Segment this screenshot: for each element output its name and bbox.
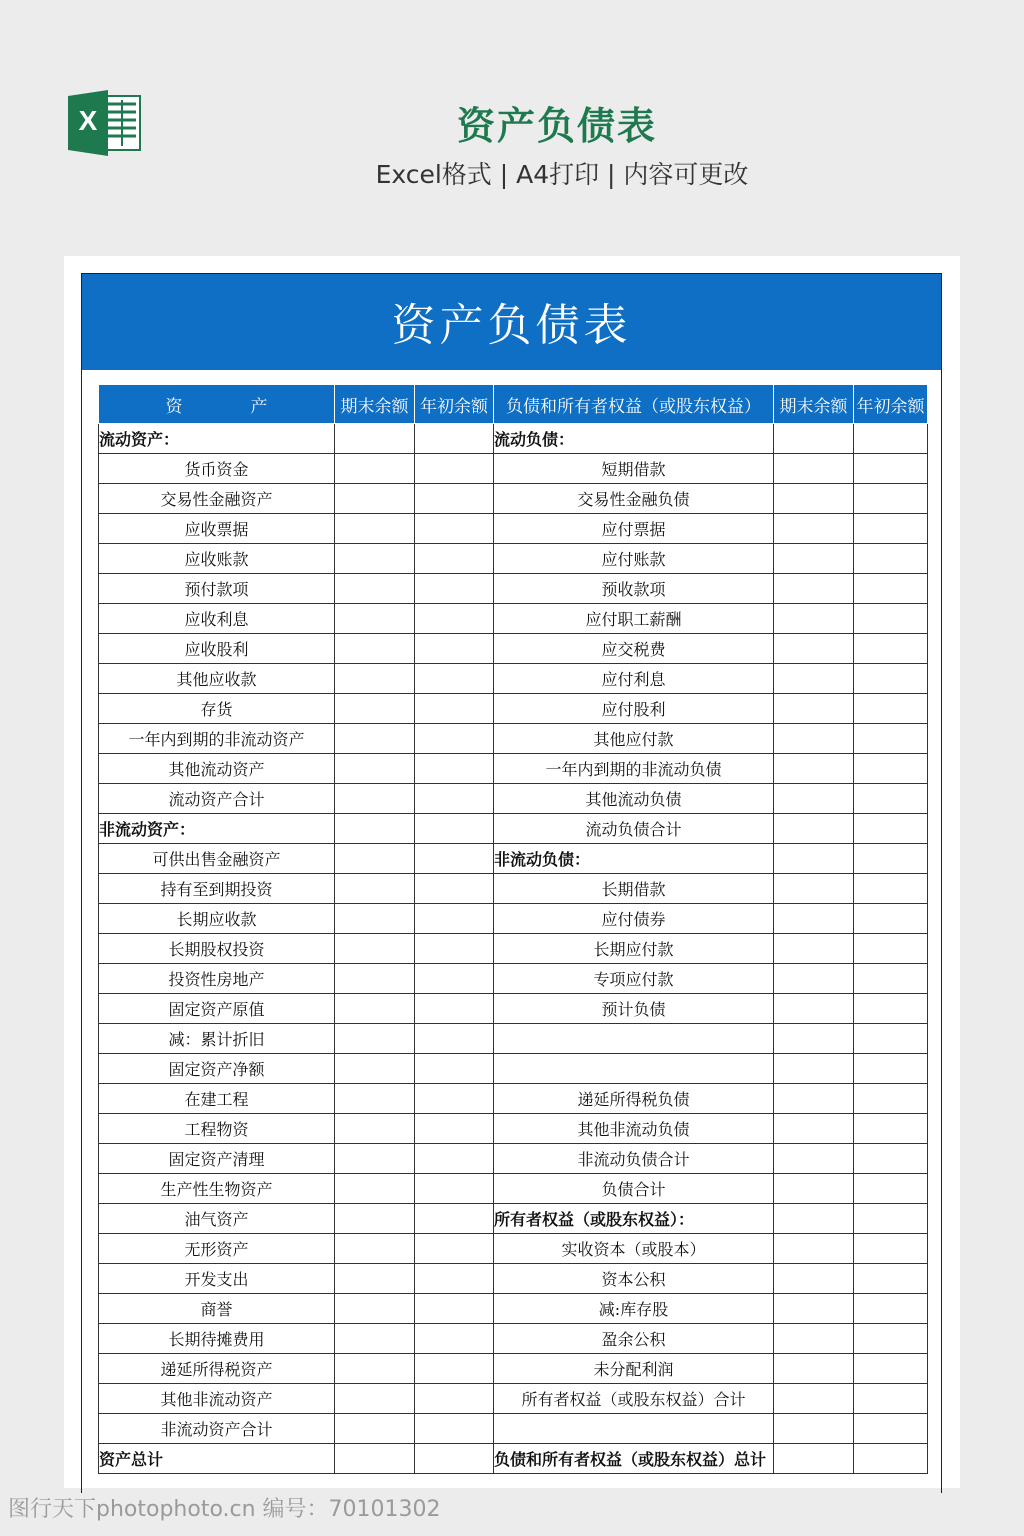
liability-label-cell: 应付股利 — [494, 694, 774, 724]
asset-label-cell: 货币资金 — [99, 454, 335, 484]
liability-begin-balance-cell[interactable] — [854, 1234, 928, 1264]
asset-begin-balance-cell[interactable] — [415, 514, 494, 544]
liability-begin-balance-cell[interactable] — [854, 1114, 928, 1144]
asset-label-cell: 非流动资产： — [99, 814, 335, 844]
asset-begin-balance-cell[interactable] — [415, 1444, 494, 1474]
header-assets: 资 产 — [99, 385, 335, 424]
liability-label-cell: 其他非流动负债 — [494, 1114, 774, 1144]
asset-begin-balance-cell[interactable] — [415, 934, 494, 964]
asset-begin-balance-cell[interactable] — [415, 664, 494, 694]
svg-text:X: X — [78, 105, 98, 136]
asset-label-cell: 一年内到期的非流动资产 — [99, 724, 335, 754]
asset-label-cell: 应收利息 — [99, 604, 335, 634]
liability-label-cell: 非流动负债： — [494, 844, 774, 874]
liability-end-balance-cell[interactable] — [774, 1054, 854, 1084]
liability-label-cell — [494, 1414, 774, 1444]
asset-label-cell: 长期待摊费用 — [99, 1324, 335, 1354]
asset-label-cell: 预付款项 — [99, 574, 335, 604]
liability-label-cell: 盈余公积 — [494, 1324, 774, 1354]
liability-begin-balance-cell[interactable] — [854, 544, 928, 574]
liability-begin-balance-cell[interactable] — [854, 724, 928, 754]
liability-label-cell: 负债和所有者权益（或股东权益）总计 — [494, 1444, 774, 1474]
asset-begin-balance-cell[interactable] — [415, 754, 494, 784]
liability-end-balance-cell[interactable] — [774, 574, 854, 604]
header-begin-balance: 年初余额 — [854, 385, 928, 424]
liability-begin-balance-cell[interactable] — [854, 904, 928, 934]
table-row — [99, 964, 928, 994]
asset-begin-balance-cell[interactable] — [415, 1144, 494, 1174]
table-row — [99, 754, 928, 784]
liability-label-cell: 应付账款 — [494, 544, 774, 574]
liability-label-cell: 短期借款 — [494, 454, 774, 484]
liability-label-cell: 实收资本（或股本） — [494, 1234, 774, 1264]
asset-begin-balance-cell[interactable] — [415, 1084, 494, 1114]
liability-begin-balance-cell[interactable] — [854, 484, 928, 514]
liability-begin-balance-cell[interactable] — [854, 1024, 928, 1054]
asset-end-balance-cell[interactable] — [335, 814, 415, 844]
liability-label-cell: 非流动负债合计 — [494, 1144, 774, 1174]
asset-label-cell: 非流动资产合计 — [99, 1414, 335, 1444]
asset-label-cell: 长期股权投资 — [99, 934, 335, 964]
asset-begin-balance-cell[interactable] — [415, 1174, 494, 1204]
asset-label-cell: 长期应收款 — [99, 904, 335, 934]
asset-begin-balance-cell[interactable] — [415, 1384, 494, 1414]
liability-begin-balance-cell[interactable] — [854, 1324, 928, 1354]
table-row — [99, 1024, 928, 1054]
asset-end-balance-cell[interactable] — [335, 1204, 415, 1234]
asset-label-cell: 其他非流动资产 — [99, 1384, 335, 1414]
asset-end-balance-cell[interactable] — [335, 1084, 415, 1114]
liability-begin-balance-cell[interactable] — [854, 574, 928, 604]
header-liabilities-equity: 负债和所有者权益（或股东权益） — [494, 385, 774, 424]
asset-end-balance-cell[interactable] — [335, 514, 415, 544]
asset-label-cell: 油气资产 — [99, 1204, 335, 1234]
liability-end-balance-cell[interactable] — [774, 994, 854, 1024]
liability-label-cell: 长期借款 — [494, 874, 774, 904]
header-end-balance: 期末余额 — [335, 385, 415, 424]
table-row — [99, 994, 928, 1024]
asset-begin-balance-cell[interactable] — [415, 574, 494, 604]
table-row — [99, 934, 928, 964]
asset-begin-balance-cell[interactable] — [415, 1234, 494, 1264]
asset-end-balance-cell[interactable] — [335, 424, 415, 454]
liability-end-balance-cell[interactable] — [774, 1264, 854, 1294]
liability-end-balance-cell[interactable] — [774, 1114, 854, 1144]
asset-begin-balance-cell[interactable] — [415, 964, 494, 994]
liability-label-cell: 所有者权益（或股东权益）： — [494, 1204, 774, 1234]
liability-begin-balance-cell[interactable] — [854, 1444, 928, 1474]
table-row — [99, 454, 928, 484]
liability-end-balance-cell[interactable] — [774, 934, 854, 964]
table-row — [99, 874, 928, 904]
liability-label-cell: 专项应付款 — [494, 964, 774, 994]
liability-label-cell: 应付债券 — [494, 904, 774, 934]
asset-end-balance-cell[interactable] — [335, 904, 415, 934]
liability-begin-balance-cell[interactable] — [854, 694, 928, 724]
liability-end-balance-cell[interactable] — [774, 724, 854, 754]
asset-begin-balance-cell[interactable] — [415, 694, 494, 724]
table-row — [99, 1294, 928, 1324]
asset-begin-balance-cell[interactable] — [415, 604, 494, 634]
asset-begin-balance-cell[interactable] — [415, 814, 494, 844]
asset-end-balance-cell[interactable] — [335, 964, 415, 994]
liability-end-balance-cell[interactable] — [774, 694, 854, 724]
asset-label-cell: 持有至到期投资 — [99, 874, 335, 904]
liability-end-balance-cell[interactable] — [774, 454, 854, 484]
liability-begin-balance-cell[interactable] — [854, 514, 928, 544]
table-row — [99, 424, 928, 454]
asset-end-balance-cell[interactable] — [335, 634, 415, 664]
asset-end-balance-cell[interactable] — [335, 1354, 415, 1384]
liability-label-cell: 应交税费 — [494, 634, 774, 664]
asset-label-cell: 商誉 — [99, 1294, 335, 1324]
liability-end-balance-cell[interactable] — [774, 544, 854, 574]
asset-label-cell: 固定资产原值 — [99, 994, 335, 1024]
liability-label-cell: 应付票据 — [494, 514, 774, 544]
liability-end-balance-cell[interactable] — [774, 1084, 854, 1114]
liability-begin-balance-cell[interactable] — [854, 964, 928, 994]
table-row — [99, 904, 928, 934]
liability-begin-balance-cell[interactable] — [854, 664, 928, 694]
table-row — [99, 1204, 928, 1234]
liability-label-cell — [494, 1024, 774, 1054]
asset-label-cell: 其他应收款 — [99, 664, 335, 694]
table-row — [99, 1084, 928, 1114]
asset-end-balance-cell[interactable] — [335, 1024, 415, 1054]
liability-end-balance-cell[interactable] — [774, 784, 854, 814]
asset-end-balance-cell[interactable] — [335, 994, 415, 1024]
table-row — [99, 1174, 928, 1204]
liability-label-cell: 一年内到期的非流动负债 — [494, 754, 774, 784]
liability-begin-balance-cell[interactable] — [854, 814, 928, 844]
liability-begin-balance-cell[interactable] — [854, 1384, 928, 1414]
asset-label-cell: 投资性房地产 — [99, 964, 335, 994]
liability-end-balance-cell[interactable] — [774, 1324, 854, 1354]
asset-begin-balance-cell[interactable] — [415, 1354, 494, 1384]
asset-end-balance-cell[interactable] — [335, 574, 415, 604]
asset-end-balance-cell[interactable] — [335, 1174, 415, 1204]
table-row — [99, 1144, 928, 1174]
asset-label-cell: 开发支出 — [99, 1264, 335, 1294]
asset-begin-balance-cell[interactable] — [415, 484, 494, 514]
liability-end-balance-cell[interactable] — [774, 604, 854, 634]
liability-end-balance-cell[interactable] — [774, 1174, 854, 1204]
table-row — [99, 514, 928, 544]
liability-end-balance-cell[interactable] — [774, 1294, 854, 1324]
asset-begin-balance-cell[interactable] — [415, 1054, 494, 1084]
liability-begin-balance-cell[interactable] — [854, 1174, 928, 1204]
table-row — [99, 1444, 928, 1474]
asset-label-cell: 在建工程 — [99, 1084, 335, 1114]
asset-end-balance-cell[interactable] — [335, 1234, 415, 1264]
asset-begin-balance-cell[interactable] — [415, 454, 494, 484]
asset-end-balance-cell[interactable] — [335, 724, 415, 754]
asset-end-balance-cell[interactable] — [335, 694, 415, 724]
page-subtitle: Excel格式 | A4打印 | 内容可更改 — [375, 160, 749, 189]
asset-end-balance-cell[interactable] — [335, 934, 415, 964]
liability-begin-balance-cell[interactable] — [854, 1354, 928, 1384]
liability-begin-balance-cell[interactable] — [854, 1294, 928, 1324]
asset-begin-balance-cell[interactable] — [415, 1264, 494, 1294]
asset-label-cell: 资产总计 — [99, 1444, 335, 1474]
liability-label-cell: 应付职工薪酬 — [494, 604, 774, 634]
table-row — [99, 1354, 928, 1384]
asset-begin-balance-cell[interactable] — [415, 544, 494, 574]
liability-label-cell: 递延所得税负债 — [494, 1084, 774, 1114]
asset-begin-balance-cell[interactable] — [415, 1204, 494, 1234]
liability-begin-balance-cell[interactable] — [854, 604, 928, 634]
asset-begin-balance-cell[interactable] — [415, 1024, 494, 1054]
table-row — [99, 1324, 928, 1354]
liability-end-balance-cell[interactable] — [774, 754, 854, 784]
liability-label-cell: 资本公积 — [494, 1264, 774, 1294]
asset-begin-balance-cell[interactable] — [415, 904, 494, 934]
table-row — [99, 1384, 928, 1414]
asset-label-cell: 其他流动资产 — [99, 754, 335, 784]
table-row — [99, 634, 928, 664]
asset-begin-balance-cell[interactable] — [415, 634, 494, 664]
liability-label-cell: 预收款项 — [494, 574, 774, 604]
asset-begin-balance-cell[interactable] — [415, 844, 494, 874]
liability-begin-balance-cell[interactable] — [854, 424, 928, 454]
asset-label-cell: 工程物资 — [99, 1114, 335, 1144]
asset-label-cell: 流动资产： — [99, 424, 335, 454]
asset-begin-balance-cell[interactable] — [415, 1114, 494, 1144]
asset-label-cell: 减：累计折旧 — [99, 1024, 335, 1054]
liability-label-cell: 其他流动负债 — [494, 784, 774, 814]
liability-end-balance-cell[interactable] — [774, 664, 854, 694]
asset-label-cell: 交易性金融资产 — [99, 484, 335, 514]
asset-end-balance-cell[interactable] — [335, 754, 415, 784]
table-row — [99, 694, 928, 724]
asset-label-cell: 应收账款 — [99, 544, 335, 574]
asset-end-balance-cell[interactable] — [335, 1144, 415, 1174]
asset-begin-balance-cell[interactable] — [415, 1414, 494, 1444]
liability-end-balance-cell[interactable] — [774, 1444, 854, 1474]
asset-label-cell: 存货 — [99, 694, 335, 724]
liability-begin-balance-cell[interactable] — [854, 874, 928, 904]
asset-end-balance-cell[interactable] — [335, 784, 415, 814]
asset-end-balance-cell[interactable] — [335, 544, 415, 574]
liability-begin-balance-cell[interactable] — [854, 1264, 928, 1294]
liability-end-balance-cell[interactable] — [774, 1024, 854, 1054]
liability-label-cell: 所有者权益（或股东权益）合计 — [494, 1384, 774, 1414]
liability-label-cell: 应付利息 — [494, 664, 774, 694]
table-row — [99, 1054, 928, 1084]
asset-end-balance-cell[interactable] — [335, 874, 415, 904]
table-row — [99, 544, 928, 574]
liability-begin-balance-cell[interactable] — [854, 994, 928, 1024]
table-row — [99, 784, 928, 814]
asset-begin-balance-cell[interactable] — [415, 1324, 494, 1354]
liability-end-balance-cell[interactable] — [774, 634, 854, 664]
table-row — [99, 664, 928, 694]
liability-end-balance-cell[interactable] — [774, 844, 854, 874]
asset-label-cell: 应收票据 — [99, 514, 335, 544]
liability-label-cell — [494, 1054, 774, 1084]
liability-label-cell: 流动负债合计 — [494, 814, 774, 844]
asset-begin-balance-cell[interactable] — [415, 724, 494, 754]
liability-end-balance-cell[interactable] — [774, 424, 854, 454]
asset-end-balance-cell[interactable] — [335, 1054, 415, 1084]
asset-label-cell: 无形资产 — [99, 1234, 335, 1264]
table-row — [99, 1414, 928, 1444]
table-row — [99, 724, 928, 754]
asset-end-balance-cell[interactable] — [335, 1414, 415, 1444]
asset-label-cell: 生产性生物资产 — [99, 1174, 335, 1204]
asset-label-cell: 固定资产净额 — [99, 1054, 335, 1084]
asset-end-balance-cell[interactable] — [335, 1324, 415, 1354]
liability-label-cell: 未分配利润 — [494, 1354, 774, 1384]
liability-begin-balance-cell[interactable] — [854, 634, 928, 664]
liability-end-balance-cell[interactable] — [774, 874, 854, 904]
liability-end-balance-cell[interactable] — [774, 904, 854, 934]
liability-begin-balance-cell[interactable] — [854, 784, 928, 814]
liability-end-balance-cell[interactable] — [774, 814, 854, 844]
spreadsheet — [81, 273, 942, 1493]
asset-begin-balance-cell[interactable] — [415, 1294, 494, 1324]
watermark: 图行天下photophoto.cn 编号：70101302 — [8, 1497, 441, 1522]
asset-end-balance-cell[interactable] — [335, 664, 415, 694]
table-row — [99, 484, 928, 514]
asset-end-balance-cell[interactable] — [335, 604, 415, 634]
liability-end-balance-cell[interactable] — [774, 484, 854, 514]
header-begin-balance: 年初余额 — [415, 385, 494, 424]
asset-end-balance-cell[interactable] — [335, 1384, 415, 1414]
liability-end-balance-cell[interactable] — [774, 1384, 854, 1414]
liability-end-balance-cell[interactable] — [774, 1144, 854, 1174]
liability-end-balance-cell[interactable] — [774, 964, 854, 994]
asset-label-cell: 流动资产合计 — [99, 784, 335, 814]
balance-sheet-table — [98, 384, 928, 1474]
liability-label-cell: 减:库存股 — [494, 1294, 774, 1324]
asset-end-balance-cell[interactable] — [335, 454, 415, 484]
asset-end-balance-cell[interactable] — [335, 1264, 415, 1294]
asset-label-cell: 可供出售金融资产 — [99, 844, 335, 874]
liability-begin-balance-cell[interactable] — [854, 1144, 928, 1174]
asset-begin-balance-cell[interactable] — [415, 784, 494, 814]
asset-begin-balance-cell[interactable] — [415, 994, 494, 1024]
page-title: 资产负债表 — [456, 104, 657, 148]
liability-begin-balance-cell[interactable] — [854, 934, 928, 964]
table-row — [99, 1264, 928, 1294]
asset-end-balance-cell[interactable] — [335, 484, 415, 514]
table-row — [99, 1114, 928, 1144]
asset-label-cell: 固定资产清理 — [99, 1144, 335, 1174]
liability-label-cell: 负债合计 — [494, 1174, 774, 1204]
asset-begin-balance-cell[interactable] — [415, 874, 494, 904]
liability-end-balance-cell[interactable] — [774, 1234, 854, 1264]
asset-end-balance-cell[interactable] — [335, 1114, 415, 1144]
liability-begin-balance-cell[interactable] — [854, 1084, 928, 1114]
liability-label-cell: 长期应付款 — [494, 934, 774, 964]
liability-begin-balance-cell[interactable] — [854, 454, 928, 484]
asset-end-balance-cell[interactable] — [335, 1294, 415, 1324]
sheet-banner-title: 资产负债表 — [82, 274, 941, 370]
table-row — [99, 604, 928, 634]
asset-begin-balance-cell[interactable] — [415, 424, 494, 454]
liability-label-cell: 其他应付款 — [494, 724, 774, 754]
asset-label-cell: 应收股利 — [99, 634, 335, 664]
table-header-row — [99, 385, 928, 424]
liability-end-balance-cell[interactable] — [774, 514, 854, 544]
asset-label-cell: 递延所得税资产 — [99, 1354, 335, 1384]
table-row — [99, 1234, 928, 1264]
liability-label-cell: 流动负债： — [494, 424, 774, 454]
table-row — [99, 814, 928, 844]
liability-begin-balance-cell[interactable] — [854, 1204, 928, 1234]
liability-begin-balance-cell[interactable] — [854, 844, 928, 874]
liability-begin-balance-cell[interactable] — [854, 1414, 928, 1444]
liability-begin-balance-cell[interactable] — [854, 1054, 928, 1084]
liability-label-cell: 交易性金融负债 — [494, 484, 774, 514]
table-row — [99, 574, 928, 604]
header-end-balance: 期末余额 — [774, 385, 854, 424]
asset-end-balance-cell[interactable] — [335, 844, 415, 874]
table-row — [99, 844, 928, 874]
liability-begin-balance-cell[interactable] — [854, 754, 928, 784]
liability-end-balance-cell[interactable] — [774, 1354, 854, 1384]
liability-label-cell: 预计负债 — [494, 994, 774, 1024]
liability-end-balance-cell[interactable] — [774, 1414, 854, 1444]
liability-end-balance-cell[interactable] — [774, 1204, 854, 1234]
asset-end-balance-cell[interactable] — [335, 1444, 415, 1474]
